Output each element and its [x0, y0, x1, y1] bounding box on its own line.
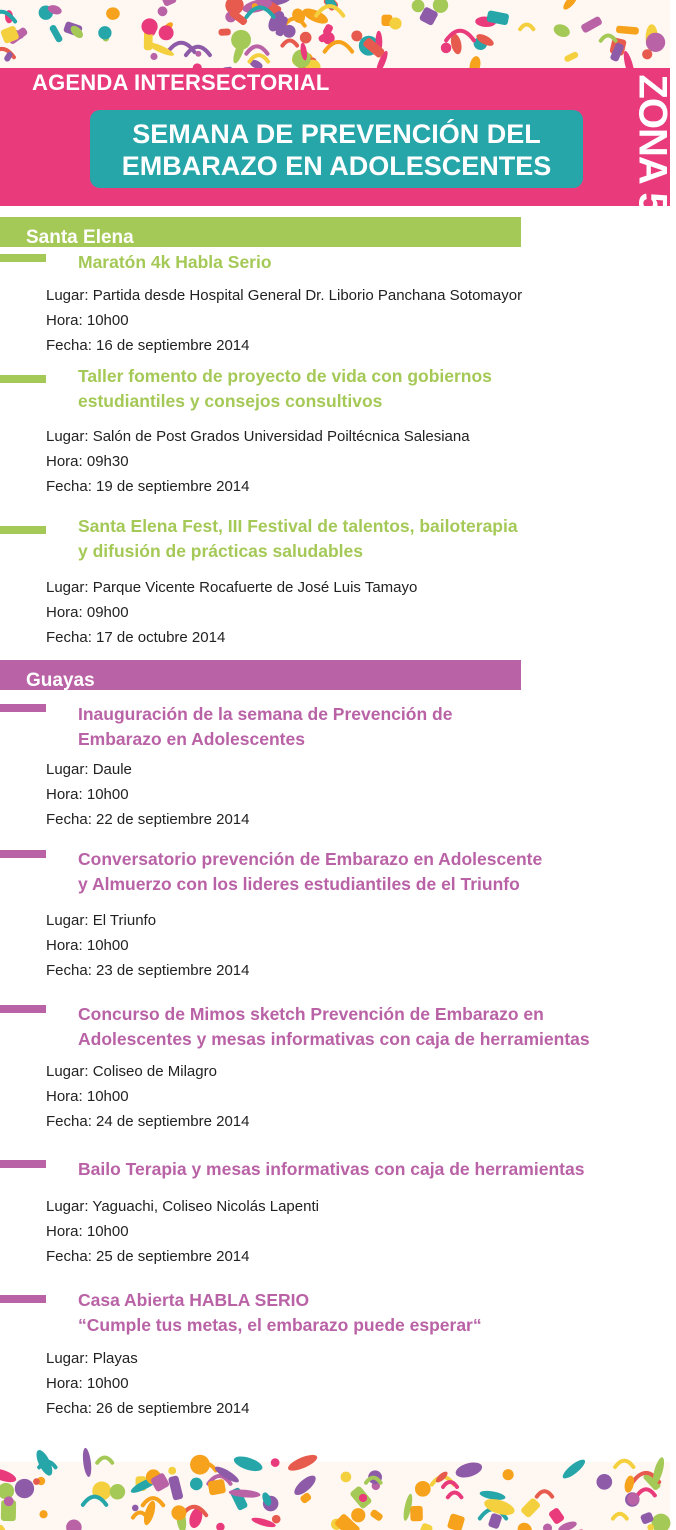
pattern-shape — [195, 51, 201, 57]
zone-label — [628, 74, 676, 214]
pattern-shape — [433, 0, 448, 13]
pattern-shape — [515, 1520, 535, 1530]
pattern-shape — [646, 33, 665, 52]
event-location: Lugar: Playas — [46, 1350, 138, 1367]
agenda-label: AGENDA INTERSECTORIAL — [32, 70, 330, 95]
pattern-shape — [623, 1475, 635, 1494]
event-date: Fecha: 17 de octubre 2014 — [46, 629, 226, 646]
event-title — [78, 364, 492, 414]
pattern-shape — [537, 1491, 552, 1496]
pattern-shape — [159, 25, 174, 40]
event-time: Hora: 09h00 — [46, 604, 129, 621]
event-details — [46, 908, 249, 983]
title-line-1: SEMANA DE PREVENCIÓN DEL — [132, 119, 541, 149]
pattern-shape — [216, 1523, 224, 1530]
event-marker — [0, 1160, 46, 1168]
event-title-line: Embarazo en Adolescentes — [78, 729, 305, 749]
section-header-guayas — [0, 660, 521, 690]
pattern-shape — [190, 1478, 203, 1491]
event-time: Hora: 09h30 — [46, 453, 129, 470]
pattern-shape — [133, 1513, 147, 1518]
pattern-shape — [0, 1524, 10, 1530]
event-title — [78, 847, 542, 897]
pattern-shape — [637, 1489, 655, 1495]
pattern-shape — [520, 24, 533, 29]
pattern-shape — [232, 1453, 264, 1474]
pattern-shape — [341, 1472, 352, 1483]
event-location: Lugar: Parque Vicente Rocafuerte de José Luis Tamayo — [46, 579, 418, 596]
event-title — [78, 1002, 590, 1052]
pattern-shape — [613, 1514, 627, 1519]
event-location: Lugar: Salón de Post Grados Universidad Poiltécnica Salesiana — [46, 428, 470, 445]
event-date: Fecha: 25 de septiembre 2014 — [46, 1248, 250, 1265]
pattern-shape — [615, 1461, 633, 1467]
decorative-pattern-top — [0, 0, 670, 68]
event-details — [46, 283, 522, 358]
pattern-shape — [503, 1469, 514, 1480]
pattern-shape — [158, 0, 178, 7]
event-time: Hora: 10h00 — [46, 937, 129, 954]
pattern-shape — [168, 1475, 184, 1501]
event-date: Fecha: 22 de septiembre 2014 — [46, 811, 250, 828]
event-date: Fecha: 23 de septiembre 2014 — [46, 962, 250, 979]
pattern-shape — [580, 16, 603, 34]
event-location: Lugar: Coliseo de Milagro — [46, 1063, 217, 1080]
pattern-shape — [39, 1510, 47, 1518]
event-details — [46, 1346, 249, 1421]
event-details — [46, 575, 417, 650]
event-time: Hora: 10h00 — [46, 312, 129, 329]
event-details — [46, 757, 249, 832]
pattern-shape — [563, 51, 579, 63]
event-time: Hora: 10h00 — [46, 1375, 129, 1392]
event-date: Fecha: 26 de septiembre 2014 — [46, 1400, 250, 1417]
event-location: Lugar: Yaguachi, Coliseo Nicolás Lapenti — [46, 1198, 319, 1215]
pattern-shape — [446, 31, 474, 41]
pattern-shape — [171, 1505, 186, 1520]
page-title — [90, 110, 583, 188]
event-title-line: y difusión de prácticas saludables — [78, 541, 363, 561]
pattern-shape — [414, 1522, 433, 1530]
event-marker — [0, 526, 46, 534]
pattern-shape — [218, 28, 231, 35]
event-title-line: Inauguración de la semana de Prevención de — [78, 704, 453, 724]
pattern-shape — [0, 1466, 18, 1485]
pattern-shape — [642, 49, 652, 59]
event-title — [78, 1157, 584, 1182]
pattern-shape — [616, 25, 639, 34]
pattern-shape — [33, 1478, 40, 1485]
pattern-shape — [548, 1507, 565, 1525]
event-time: Hora: 10h00 — [46, 786, 129, 803]
section-title: Santa Elena — [26, 227, 134, 248]
pattern-shape — [272, 1515, 281, 1524]
event-marker — [0, 704, 46, 712]
pattern-shape — [15, 1479, 34, 1498]
pattern-shape — [351, 1508, 365, 1522]
pattern-shape — [141, 18, 157, 34]
event-marker — [0, 1005, 46, 1013]
pattern-shape — [207, 1479, 226, 1496]
event-title-line: y Almuerzo con los lideres estudiantiles de el Triunfo — [78, 874, 520, 894]
event-details — [46, 1059, 249, 1134]
pattern-shape — [412, 0, 425, 12]
pattern-illustration-icon — [0, 1462, 670, 1530]
pattern-shape — [543, 1524, 552, 1530]
pattern-shape — [627, 1493, 639, 1505]
pattern-shape — [246, 46, 267, 53]
pattern-shape — [4, 1496, 14, 1506]
event-date: Fecha: 16 de septiembre 2014 — [46, 337, 250, 354]
pattern-shape — [552, 22, 572, 40]
pattern-shape — [66, 1520, 82, 1530]
event-title — [78, 702, 452, 752]
event-title-line: Santa Elena Fest, III Festival de talentos, bailoterapia — [78, 516, 518, 536]
event-details — [46, 1194, 319, 1269]
pattern-illustration-icon — [0, 0, 670, 68]
pattern-shape — [106, 7, 120, 20]
event-marker — [0, 850, 46, 858]
event-marker — [0, 1295, 46, 1303]
pattern-shape — [389, 17, 401, 29]
pattern-shape — [596, 1474, 612, 1490]
pattern-shape — [601, 36, 616, 41]
pattern-shape — [369, 1509, 384, 1522]
event-time: Hora: 10h00 — [46, 1088, 129, 1105]
pattern-shape — [454, 1460, 484, 1480]
pattern-shape — [271, 1458, 280, 1467]
event-location: Lugar: Daule — [46, 761, 132, 778]
zone-text: ZONA 5 — [630, 74, 675, 214]
pattern-shape — [282, 40, 297, 45]
event-location: Lugar: Partida desde Hospital General Dr. Liborio Panchana Sotomayor — [46, 287, 523, 304]
pattern-shape — [82, 1447, 93, 1477]
pattern-shape — [359, 1494, 367, 1502]
pattern-shape — [158, 6, 168, 16]
pattern-shape — [97, 1457, 112, 1462]
pattern-shape — [410, 1506, 423, 1522]
event-title-line: Conversatorio prevención de Embarazo en Adolescente — [78, 849, 543, 869]
event-title — [78, 250, 272, 275]
pattern-shape — [441, 43, 452, 54]
section-title: Guayas — [26, 670, 95, 691]
pattern-shape — [132, 1505, 139, 1512]
pattern-shape — [560, 1457, 587, 1482]
decorative-pattern-bottom — [0, 1462, 670, 1530]
pattern-shape — [447, 1513, 466, 1530]
pattern-shape — [351, 30, 362, 41]
event-title-line: Casa Abierta HABLA SERIO — [78, 1290, 310, 1310]
pattern-shape — [286, 1452, 319, 1474]
event-title — [78, 514, 518, 564]
pattern-shape — [98, 26, 111, 39]
pattern-shape — [249, 55, 268, 62]
event-title-line: Taller fomento de proyecto de vida con gobiernos — [78, 366, 492, 386]
event-title-line: Adolescentes y mesas informativas con caja de herramientas — [78, 1029, 590, 1049]
event-date: Fecha: 19 de septiembre 2014 — [46, 478, 250, 495]
event-title — [78, 1288, 482, 1338]
event-date: Fecha: 24 de septiembre 2014 — [46, 1113, 250, 1130]
pattern-shape — [49, 24, 64, 43]
pattern-shape — [652, 1514, 671, 1530]
section-header-santa-elena — [0, 217, 521, 247]
pattern-shape — [561, 0, 579, 12]
pattern-shape — [110, 1484, 125, 1499]
pattern-shape — [443, 1482, 457, 1487]
event-location: Lugar: El Triunfo — [46, 912, 157, 929]
event-marker — [0, 254, 46, 262]
header-banner — [0, 68, 670, 206]
pattern-shape — [488, 1513, 503, 1530]
event-title-line: Bailo Terapia y mesas informativas con caja de herramientas — [78, 1159, 585, 1179]
title-line-2: EMBARAZO EN ADOLESCENTES — [121, 151, 552, 181]
pattern-shape — [150, 53, 157, 60]
event-time: Hora: 10h00 — [46, 1223, 129, 1240]
pattern-shape — [168, 1467, 176, 1475]
event-title-line: Maratón 4k Habla Serio — [78, 252, 272, 272]
pattern-shape — [520, 1497, 541, 1518]
event-marker — [0, 375, 46, 383]
pattern-shape — [415, 1481, 431, 1497]
pattern-shape — [300, 32, 312, 44]
event-title-line: Concurso de Mimos sketch Prevención de Embarazo en — [78, 1004, 544, 1024]
event-title-line: estudiantiles y consejos consultivos — [78, 391, 383, 411]
pattern-shape — [448, 1493, 462, 1498]
event-details — [46, 424, 470, 499]
event-title-line: “Cumple tus metas, el embarazo puede esperar“ — [78, 1315, 482, 1335]
